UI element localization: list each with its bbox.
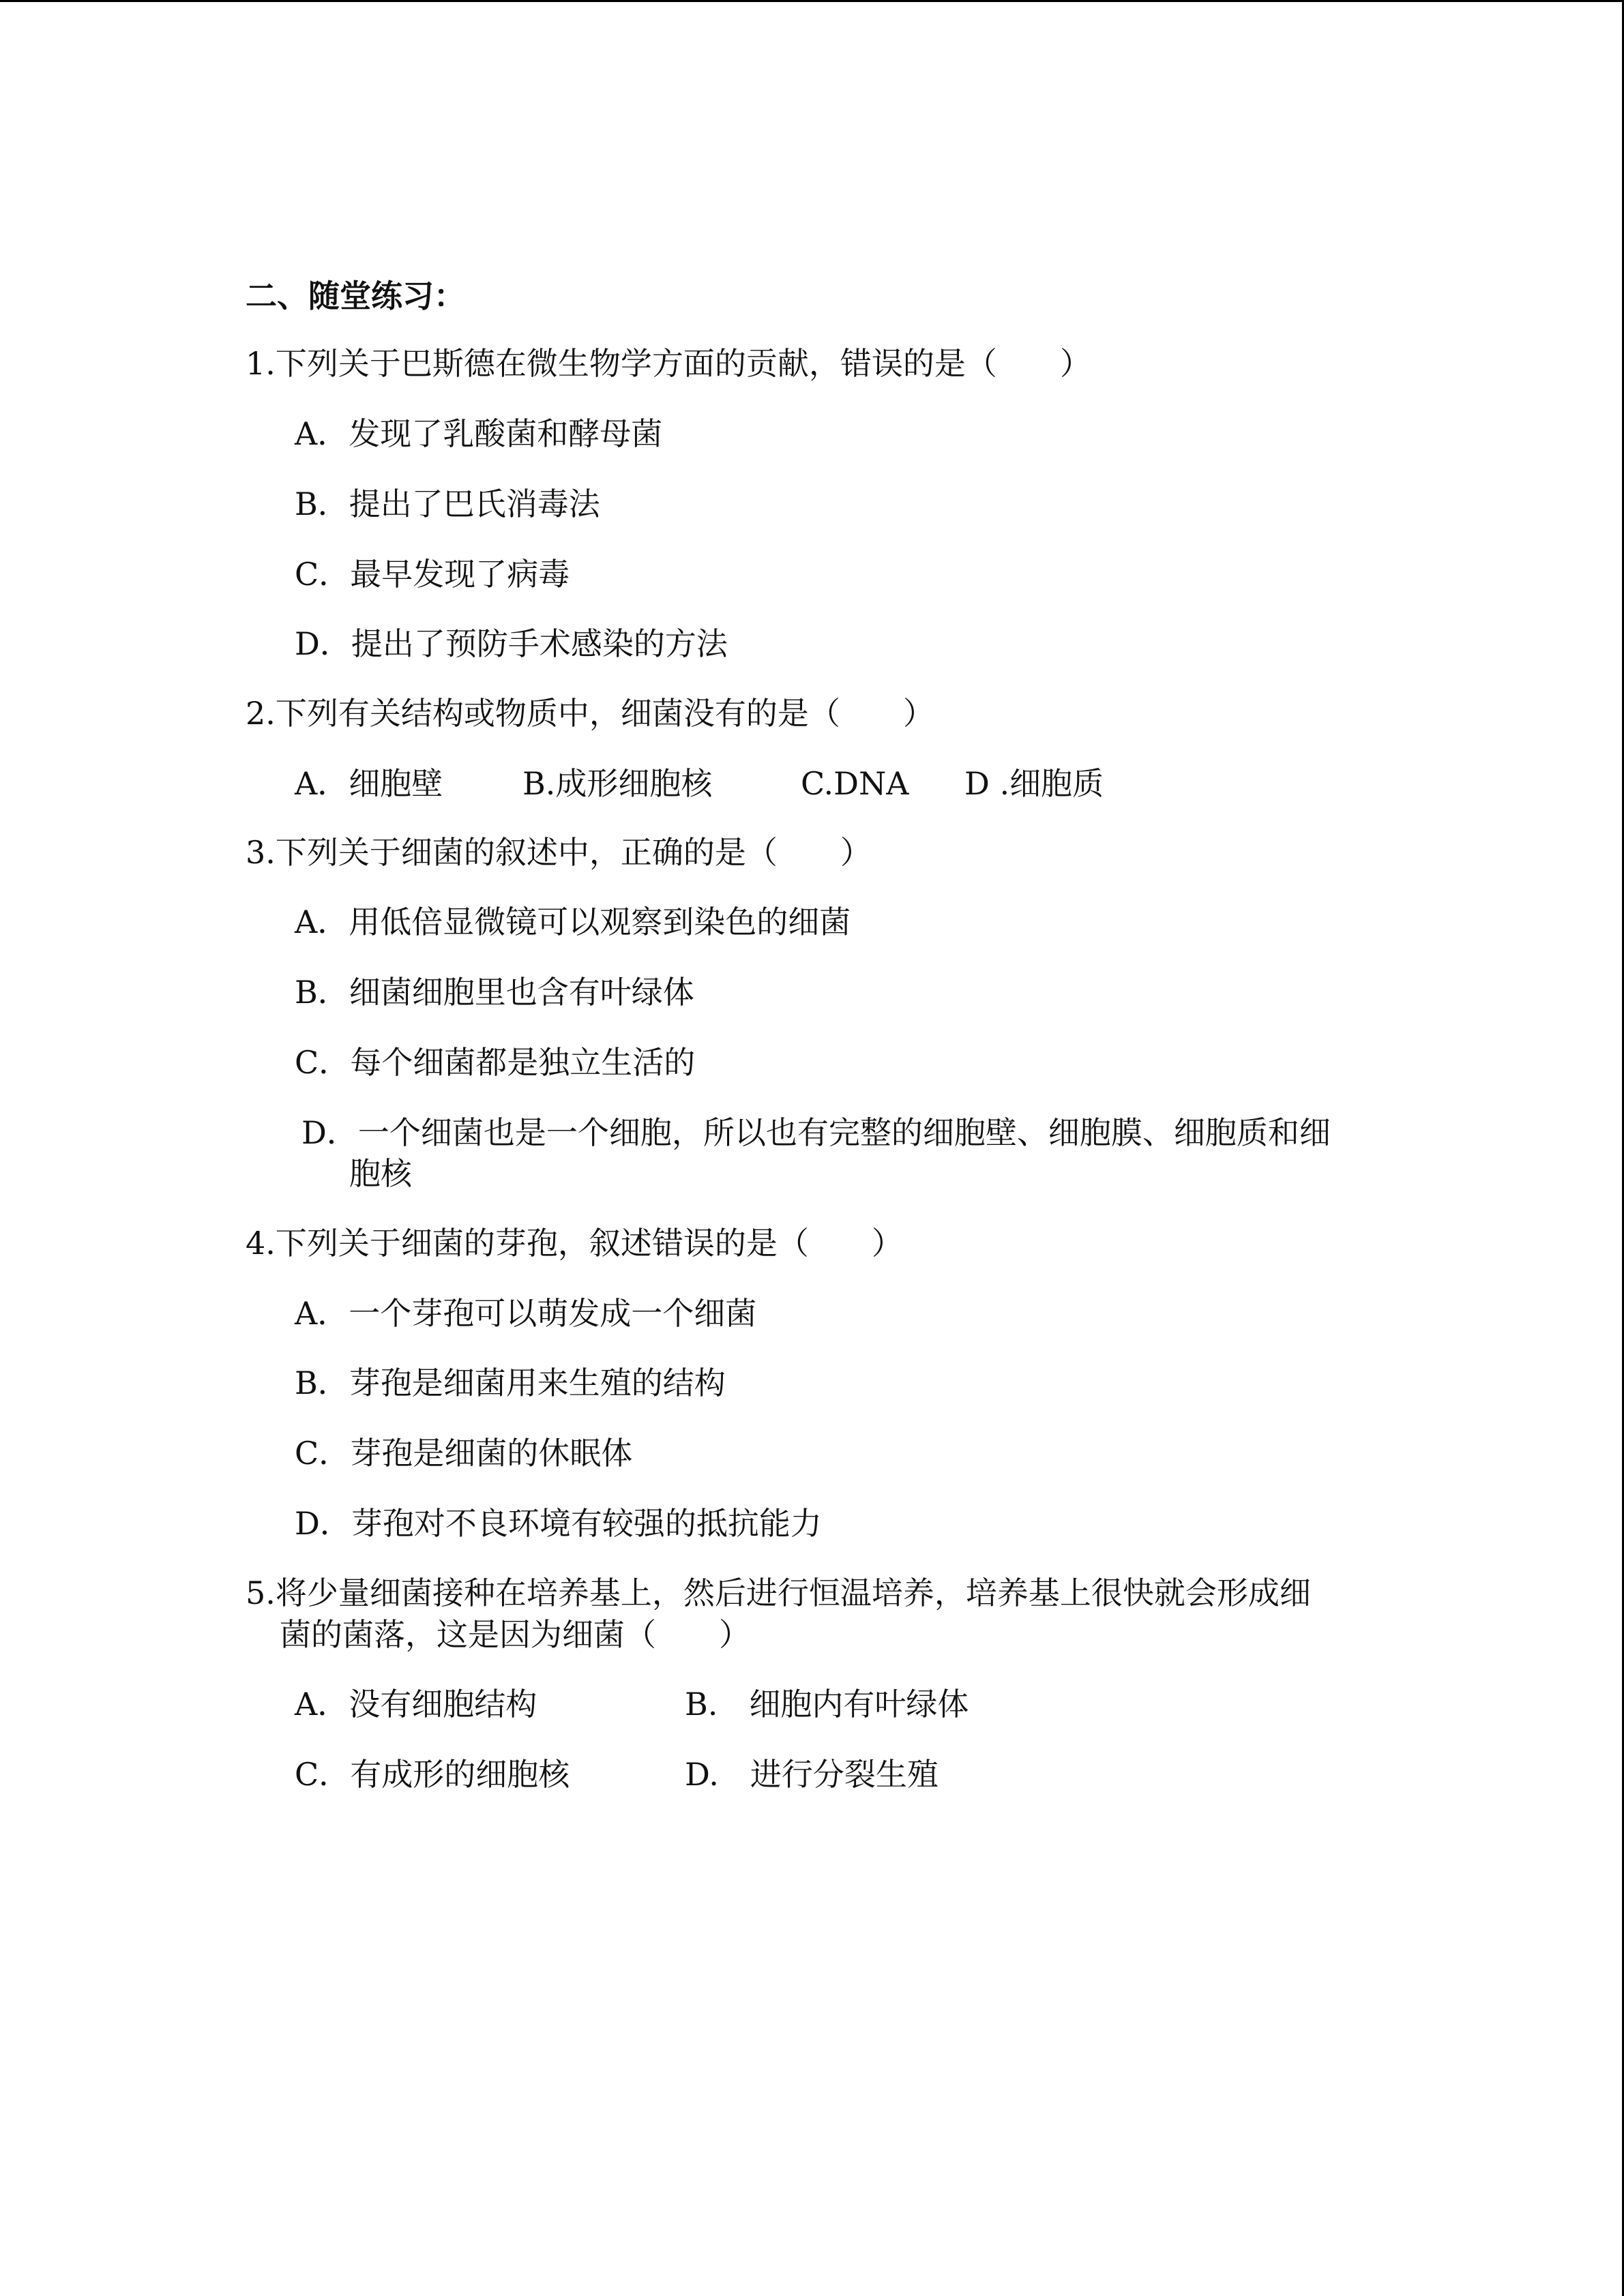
- question-4-option-b: B．芽孢是细菌用来生殖的结构: [295, 1365, 726, 1401]
- question-5-option-b: B. 细胞内有叶绿体: [685, 1686, 969, 1723]
- question-1-option-a: A．发现了乳酸菌和酵母菌: [295, 415, 663, 452]
- question-2-option-a: A．细胞壁: [295, 765, 443, 802]
- question-1-stem: 1.下列关于巴斯德在微生物学方面的贡献，错误的是（ ）: [246, 345, 1091, 382]
- question-5-option-c: C．有成形的细胞核: [295, 1756, 570, 1793]
- question-4-option-c: C．芽孢是细菌的休眠体: [295, 1435, 633, 1472]
- question-5-stem: 5.将少量细菌接种在培养基上，然后进行恒温培养，培养基上很快就会形成细: [246, 1575, 1311, 1611]
- question-5-stem-continuation: 菌的菌落，这是因为细菌（ ）: [280, 1616, 750, 1653]
- question-4-stem: 4.下列关于细菌的芽孢，叙述错误的是（ ）: [246, 1225, 903, 1262]
- question-2-option-c: C.DNA: [801, 765, 909, 802]
- question-4-option-a: A．一个芽孢可以萌发成一个细菌: [295, 1295, 757, 1332]
- question-2-option-d: D .细胞质: [964, 765, 1104, 802]
- section-title: 二、随堂练习：: [246, 278, 465, 314]
- question-3-option-d-continuation: 胞核: [349, 1155, 412, 1192]
- question-1-option-c: C．最早发现了病毒: [295, 556, 570, 593]
- question-2-stem: 2.下列有关结构或物质中，细菌没有的是（ ）: [246, 695, 934, 732]
- question-3-option-b: B．细菌细胞里也含有叶绿体: [295, 974, 694, 1011]
- question-3-stem: 3.下列关于细菌的叙述中，正确的是（ ）: [246, 834, 872, 871]
- question-1-option-b: B．提出了巴氏消毒法: [295, 486, 600, 522]
- question-3-option-a: A．用低倍显微镜可以观察到染色的细菌: [295, 904, 851, 940]
- question-3-option-c: C．每个细菌都是独立生活的: [295, 1044, 696, 1081]
- question-4-option-d: D．芽孢对不良环境有较强的抵抗能力: [295, 1505, 822, 1542]
- question-1-option-d: D．提出了预防手术感染的方法: [295, 625, 728, 662]
- question-3-option-d: D．一个细菌也是一个细胞，所以也有完整的细胞壁、细胞膜、细胞质和细: [301, 1114, 1331, 1151]
- question-5-option-d: D. 进行分裂生殖: [685, 1756, 939, 1793]
- question-5-option-a: A．没有细胞结构: [295, 1686, 537, 1723]
- question-2-option-b: B.成形细胞核: [522, 765, 713, 802]
